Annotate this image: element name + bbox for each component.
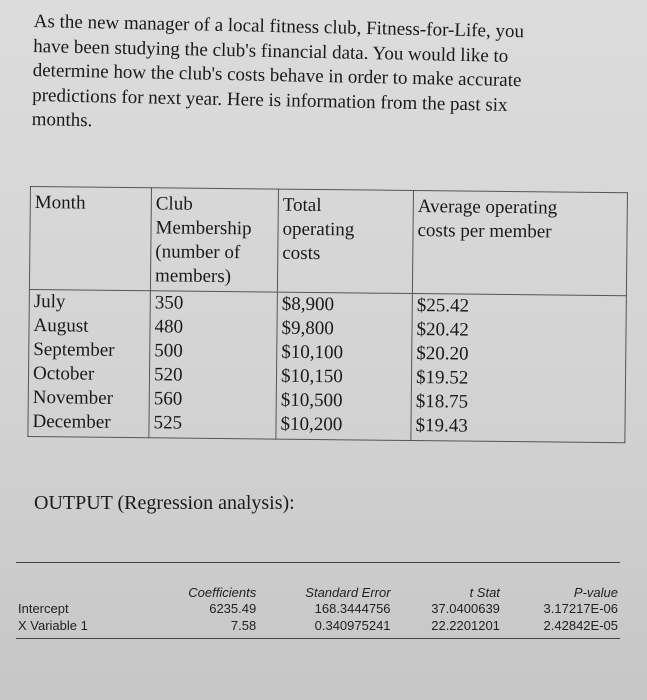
cell-t-stat: 37.0400639	[431, 601, 500, 616]
cell-costs: $9,800	[277, 317, 412, 342]
table-row	[28, 410, 625, 443]
cell-members: 520	[149, 363, 276, 388]
intro-line: As the new manager of a local fitness club, Fitness-for-Life, you	[33, 10, 525, 43]
header-month: Month	[29, 187, 151, 291]
cell-members: 350	[150, 291, 277, 317]
regression-output	[16, 562, 620, 639]
header-standard-error: Standard Error	[305, 585, 391, 600]
cell-month: July	[29, 289, 150, 315]
cell-coefficient: 6235.49	[209, 601, 257, 616]
cell-costs: $10,500	[276, 389, 411, 414]
regression-header-row	[16, 585, 620, 600]
regression-header-blank	[16, 585, 150, 600]
cell-members: 560	[149, 387, 276, 412]
cell-month: August	[29, 314, 150, 339]
header-p-value: P-value	[573, 585, 618, 600]
cell-coefficient: 7.58	[230, 618, 257, 633]
cell-month: October	[28, 362, 149, 387]
cell-average: $18.75	[411, 390, 625, 416]
cost-data-table	[27, 186, 628, 443]
cell-month: December	[28, 410, 149, 438]
cell-t-stat: 22.2201201	[431, 618, 500, 633]
cell-p-value: 2.42842E-05	[543, 618, 618, 633]
cell-average: $25.42	[412, 294, 626, 321]
cell-costs: $10,200	[276, 413, 411, 441]
table-header-row	[29, 187, 627, 296]
intro-line: predictions for next year. Here is information from the past six	[31, 84, 508, 116]
header-coefficients: Coefficients	[188, 585, 257, 600]
header-members: Club Membership (number of members)	[150, 188, 278, 292]
cell-standard-error: 168.3444756	[314, 601, 391, 616]
cost-data-table-container	[27, 186, 628, 443]
row-label: X Variable 1	[18, 618, 88, 633]
cell-month: September	[29, 338, 150, 363]
cell-members: 480	[150, 315, 277, 340]
problem-statement	[31, 10, 613, 145]
cell-costs: $8,900	[277, 292, 412, 318]
cell-costs: $10,100	[277, 341, 412, 366]
cell-costs: $10,150	[276, 365, 411, 390]
intro-line: determine how the club's costs behave in order to make accurate	[32, 59, 522, 92]
intro-line: months.	[31, 108, 93, 132]
header-total-costs: Total operating costs	[277, 189, 413, 293]
cell-standard-error: 0.340975241	[314, 618, 391, 633]
regression-row	[16, 617, 620, 634]
cell-members: 525	[149, 411, 276, 439]
intro-line: have been studying the club's financial data. You would like to	[33, 35, 509, 67]
regression-table	[16, 585, 620, 634]
divider	[16, 638, 620, 639]
divider	[16, 562, 620, 563]
cell-average: $20.42	[412, 318, 626, 344]
cell-average: $19.52	[411, 366, 625, 392]
cell-p-value: 3.17217E-06	[543, 601, 618, 616]
output-title: OUTPUT (Regression analysis):	[34, 492, 295, 514]
row-label: Intercept	[18, 601, 69, 616]
cell-average: $20.20	[412, 342, 626, 368]
regression-row	[16, 600, 620, 617]
header-average-costs: Average operating costs per member	[412, 191, 627, 296]
cell-members: 500	[150, 339, 277, 364]
cell-average: $19.43	[411, 414, 625, 443]
header-t-stat: t Stat	[469, 585, 500, 600]
cell-month: November	[28, 386, 149, 411]
